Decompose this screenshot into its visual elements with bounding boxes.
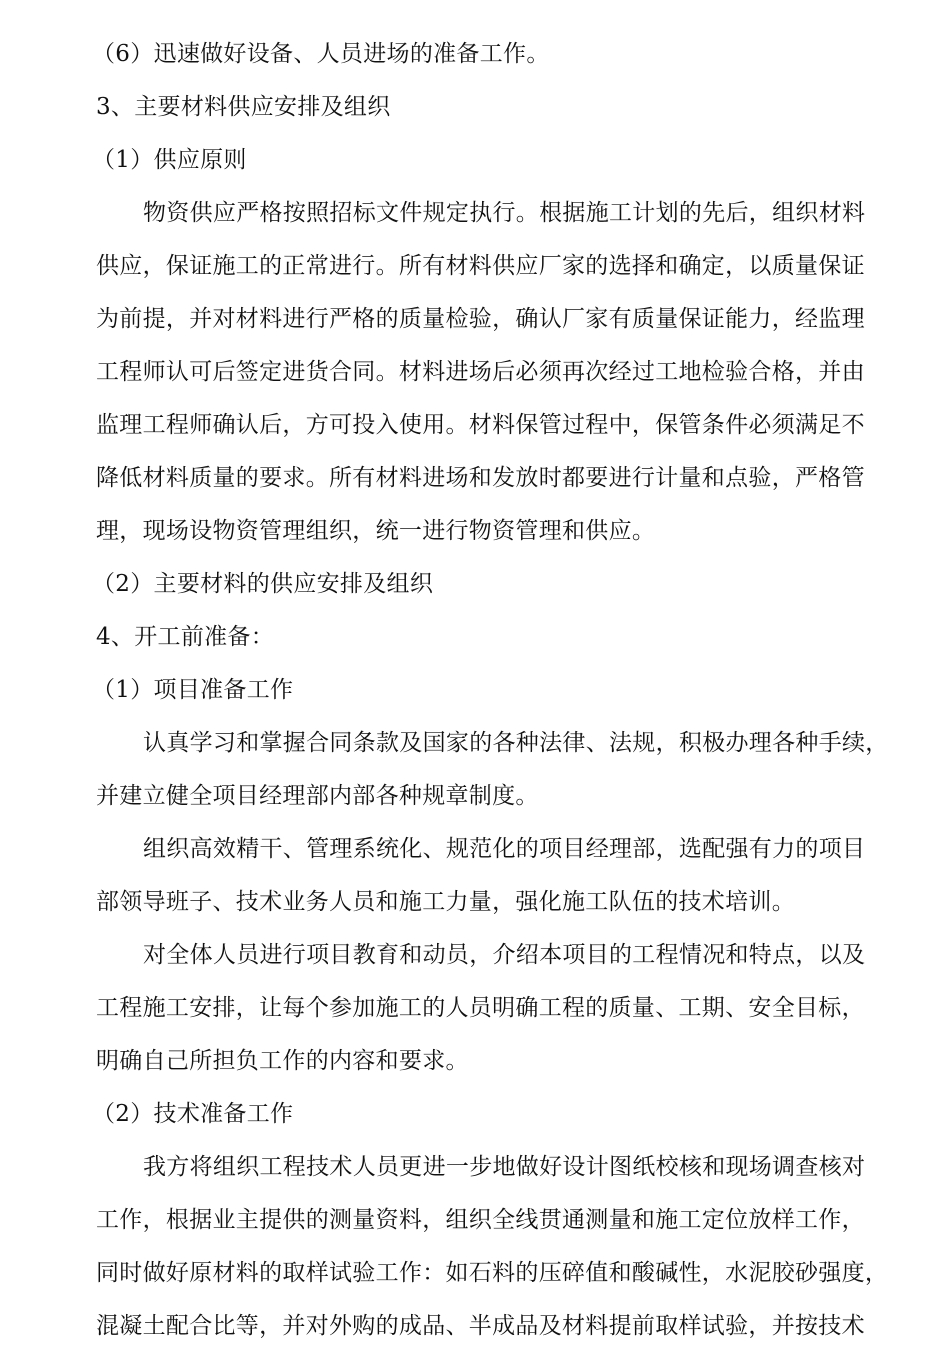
paragraph-line: 混凝土配合比等，并对外购的成品、半成品及材料提前取样试验，并按技术 — [96, 1313, 865, 1339]
paragraph-line: 我方将组织工程技术人员更进一步地做好设计图纸校核和现场调查核对 — [143, 1154, 866, 1180]
paragraph-line: 明确自己所担负工作的内容和要求。 — [96, 1048, 469, 1074]
paragraph-line: 组织高效精干、管理系统化、规范化的项目经理部，选配强有力的项目 — [143, 836, 866, 862]
paragraph-line: 理，现场设物资管理组织，统一进行物资管理和供应。 — [96, 518, 656, 544]
paragraph-line: 部领导班子、技术业务人员和施工力量，强化施工队伍的技术培训。 — [96, 889, 795, 915]
section-4-heading: 4、开工前准备： — [96, 624, 275, 650]
paragraph-line: 供应，保证施工的正常进行。所有材料供应厂家的选择和确定，以质量保证 — [96, 253, 865, 279]
paragraph-line: 降低材料质量的要求。所有材料进场和发放时都要进行计量和点验，严格管 — [96, 465, 865, 491]
paragraph-line: 对全体人员进行项目教育和动员，介绍本项目的工程情况和特点，以及 — [143, 942, 866, 968]
paragraph-line: 工程施工安排，让每个参加施工的人员明确工程的质量、工期、安全目标， — [96, 995, 865, 1021]
subsection-supply-arrangement: （2）主要材料的供应安排及组织 — [92, 571, 434, 597]
paragraph-line: 工作，根据业主提供的测量资料，组织全线贯通测量和施工定位放样工作， — [96, 1207, 865, 1233]
paragraph-line: 物资供应严格按照招标文件规定执行。根据施工计划的先后，组织材料 — [143, 200, 866, 226]
paragraph-line: 同时做好原材料的取样试验工作：如石料的压碎值和酸碱性，水泥胶砂强度， — [96, 1260, 889, 1286]
paragraph-line: 为前提，并对材料进行严格的质量检验，确认厂家有质量保证能力，经监理 — [96, 306, 865, 332]
paragraph-line: 认真学习和掌握合同条款及国家的各种法律、法规，积极办理各种手续， — [143, 730, 889, 756]
section-3-heading: 3、主要材料供应安排及组织 — [96, 94, 391, 120]
subsection-project-preparation: （1）项目准备工作 — [92, 677, 294, 703]
paragraph-line: 并建立健全项目经理部内部各种规章制度。 — [96, 783, 539, 809]
list-item-6-heading: （6）迅速做好设备、人员进场的准备工作。 — [92, 41, 550, 67]
paragraph-line: 监理工程师确认后，方可投入使用。材料保管过程中，保管条件必须满足不 — [96, 412, 865, 438]
paragraph-line: 工程师认可后签定进货合同。材料进场后必须再次经过工地检验合格，并由 — [96, 359, 865, 385]
subsection-technical-preparation: （2）技术准备工作 — [92, 1101, 294, 1127]
subsection-supply-principle: （1）供应原则 — [92, 147, 247, 173]
